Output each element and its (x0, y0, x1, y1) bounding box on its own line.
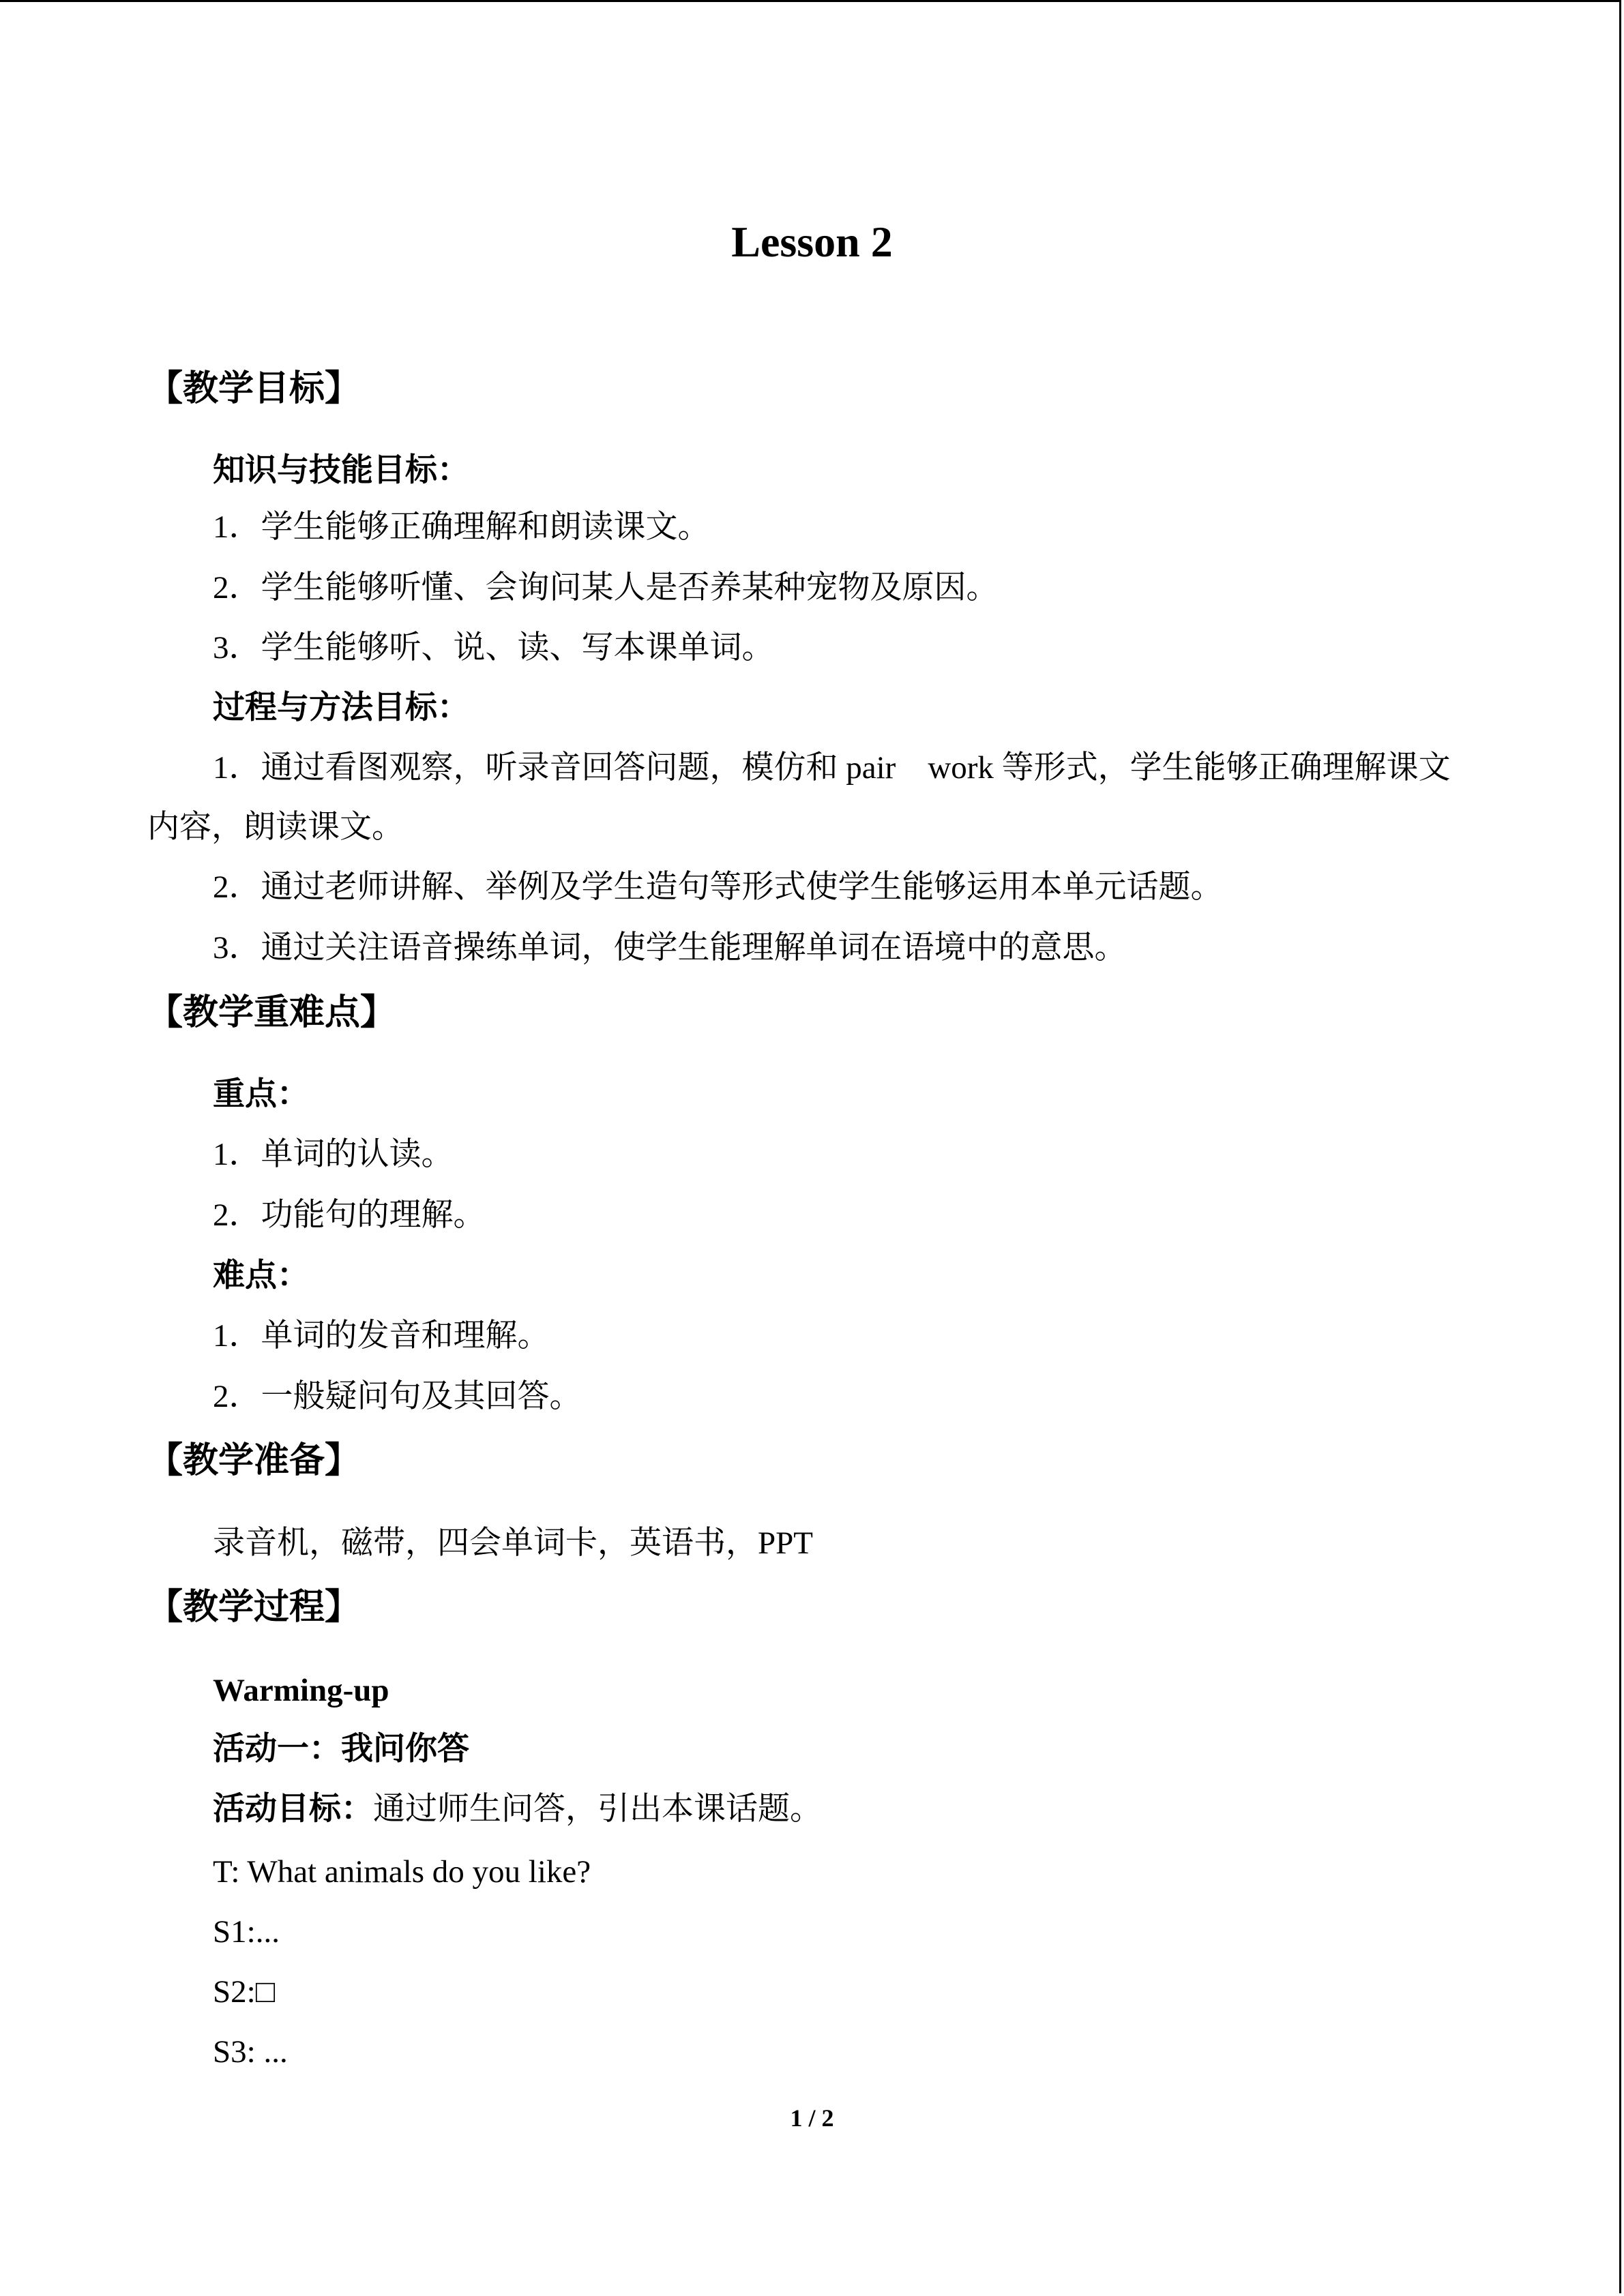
dialogue-line: S1:... (213, 1914, 280, 1950)
process-item: 3．通过关注语音操练单词，使学生能理解单词在语境中的意思。 (213, 930, 1127, 966)
section-heading-process: 【教学过程】 (147, 1587, 361, 1628)
preparation-text: 录音机，磁带，四会单词卡，英语书，PPT (213, 1525, 813, 1561)
dialogue-line: T: What animals do you like? (213, 1854, 591, 1890)
difficulty-item: 1．单词的发音和理解。 (213, 1318, 550, 1354)
knowledge-skill-label: 知识与技能目标： (213, 451, 469, 489)
process-item: 1．通过看图观察，听录音回答问题，模仿和 pair work 等形式，学生能够正确理解课文 (213, 750, 1451, 786)
process-item-continuation: 内容，朗读课文。 (147, 809, 404, 845)
process-method-label: 过程与方法目标： (213, 689, 469, 726)
focus-label: 重点： (213, 1075, 309, 1113)
focus-item: 1．单词的认读。 (213, 1137, 454, 1172)
knowledge-item: 2．学生能够听懂、会询问某人是否养某种宠物及原因。 (213, 570, 999, 606)
section-heading-key-points: 【教学重难点】 (147, 992, 396, 1033)
difficulty-label: 难点： (213, 1257, 309, 1294)
page-number: 1 / 2 (790, 2104, 834, 2132)
process-item: 2．通过老师讲解、举例及学生造句等形式使学生能够运用本单元话题。 (213, 869, 1223, 905)
section-heading-objectives: 【教学目标】 (147, 368, 361, 409)
activity-goal (213, 1789, 822, 1830)
activity-goal-text: 通过师生问答，引出本课话题。 (373, 1791, 822, 1827)
activity-goal-label: 活动目标： (213, 1790, 373, 1828)
knowledge-item: 3．学生能够听、说、读、写本课单词。 (213, 630, 774, 666)
document-title: Lesson 2 (731, 218, 893, 266)
warmup-label: Warming-up (213, 1673, 389, 1708)
dialogue-line: S3: ... (213, 2034, 288, 2070)
dialogue-line: S2:□ (213, 1974, 276, 2010)
difficulty-item: 2．一般疑问句及其回答。 (213, 1379, 582, 1414)
activity-label: 活动一：我问你答 (213, 1730, 469, 1768)
knowledge-item: 1．学生能够正确理解和朗读课文。 (213, 509, 710, 545)
section-heading-preparation: 【教学准备】 (147, 1440, 361, 1481)
focus-item: 2．功能句的理解。 (213, 1197, 486, 1233)
